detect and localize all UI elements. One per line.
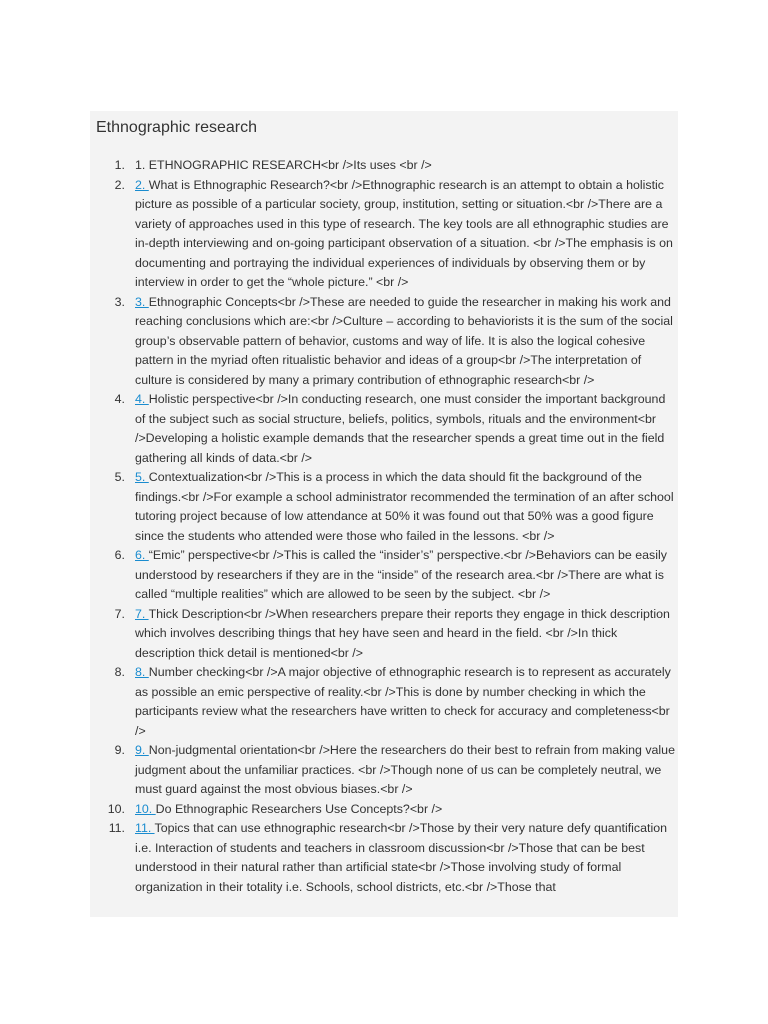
document-title: Ethnographic research xyxy=(96,119,257,136)
list-item xyxy=(90,819,678,897)
list-item xyxy=(90,176,678,293)
slide-link[interactable]: 4. xyxy=(135,392,149,406)
list-item-text: Topics that can use ethnographic research<br />Those by their very nature defy quantification i.e. Interaction of students and teachers in classroom discussion<br />Those that can be best understood in their natural rather than artificial state<br />Those involving study of formal organization in their totality i.e. Schools, school districts, etc.<br />Those that xyxy=(135,821,667,894)
list-item-number: 4. xyxy=(114,392,125,406)
list-item-number: 10. xyxy=(107,801,125,816)
document-page xyxy=(90,111,678,917)
list-item-number: 3. xyxy=(114,294,125,309)
list-item xyxy=(90,605,678,664)
list-item-text: Non-judgmental orientation<br />Here the researchers do their best to refrain from making value judgment about the unfamiliar practices. <br />Though none of us can be completely neutral, we must guard against the most obvious biases.<br /> xyxy=(135,743,675,796)
slide-link[interactable]: 2. xyxy=(135,177,149,192)
list-item xyxy=(90,741,678,800)
list-item-number: 9. xyxy=(114,743,125,757)
list-item-number: 2. xyxy=(114,177,125,192)
slide-link[interactable]: 3. xyxy=(135,294,149,309)
slide-link[interactable]: 8. xyxy=(135,665,149,679)
list-item-text: 1. ETHNOGRAPHIC RESEARCH<br />Its uses <br /> xyxy=(135,158,432,172)
list-item xyxy=(90,293,678,391)
list-item-number: 5. xyxy=(114,470,125,484)
list-item-number: 8. xyxy=(114,665,125,679)
list-item-text: Ethnographic Concepts<br />These are needed to guide the researcher in making his work and reaching conclusions which are:<br />Culture – according to behaviorists it is the sum of the social group’s observable pattern of behavior, customs and way of life. It is also the logical cohesive pattern in the myriad often ritualistic behavior and ideas of a group<br />The interpretation of culture is considered by many a primary contribution of ethnographic research<br /> xyxy=(135,294,673,387)
list-item-number: 6. xyxy=(114,548,125,562)
list-item-text: Number checking<br />A major objective of ethnographic research is to represent as accurately as possible an emic perspective of reality.<br />This is done by number checking in which the participants review what the researchers have written to check for accuracy and completeness<br /> xyxy=(135,665,671,738)
slide-link[interactable]: 5. xyxy=(135,470,149,484)
list-item-text: Thick Description<br />When researchers prepare their reports they engage in thick description which involves describing things that hey have seen and heard in the field. <br />In thick description thick detail is mentioned<br /> xyxy=(135,606,670,660)
list-item-text: “Emic” perspective<br />This is called the “insider’s” perspective.<br />Behaviors can be easily understood by researchers if they are in the “inside” of the research area.<br />There are what is called “multiple realities” which are allowed to be seen by the subject. <br /> xyxy=(135,548,667,601)
slide-link[interactable]: 7. xyxy=(135,606,149,621)
list-item xyxy=(90,390,678,468)
slide-link[interactable]: 9. xyxy=(135,743,149,757)
list-item xyxy=(90,156,678,176)
list-item xyxy=(90,800,678,820)
slide-list xyxy=(90,156,678,897)
list-item-number: 7. xyxy=(114,606,125,621)
list-item xyxy=(90,468,678,546)
list-item-number: 11. xyxy=(108,821,125,835)
list-item-text: Holistic perspective<br />In conducting research, one must consider the important background of the subject such as social structure, beliefs, politics, symbols, rituals and the environment<br />Developing a holistic example demands that the researcher spends a great time out in the field gathering all kinds of data.<br /> xyxy=(135,392,666,465)
slide-link[interactable]: 10. xyxy=(135,801,156,816)
list-item xyxy=(90,546,678,605)
list-item-text: What is Ethnographic Research?<br />Ethnographic research is an attempt to obtain a holistic picture as possible of a particular society, group, institution, setting or situation.<br />There are a variety of approaches used in this type of research. The key tools are all ethnographic studies are in-depth interviewing and on-going participant observation of a situation. <br />The emphasis is on documenting and portraying the individual experiences of individuals by observing them or by interview in order to get the “whole picture.” <br /> xyxy=(135,177,673,289)
slide-link[interactable]: 6. xyxy=(135,548,149,562)
list-item-number: 1. xyxy=(114,158,125,172)
list-item-text: Do Ethnographic Researchers Use Concepts?<br /> xyxy=(155,801,443,816)
slide-link[interactable]: 11. xyxy=(135,821,155,835)
list-item-text: Contextualization<br />This is a process in which the data should fit the background of the findings.<br />For example a school administrator recommended the termination of an after school tutoring project because of low attendance at 50% it was found out that 50% was a good figure since the students who attended were those who failed in the lessons. <br /> xyxy=(135,470,674,543)
list-item xyxy=(90,663,678,741)
